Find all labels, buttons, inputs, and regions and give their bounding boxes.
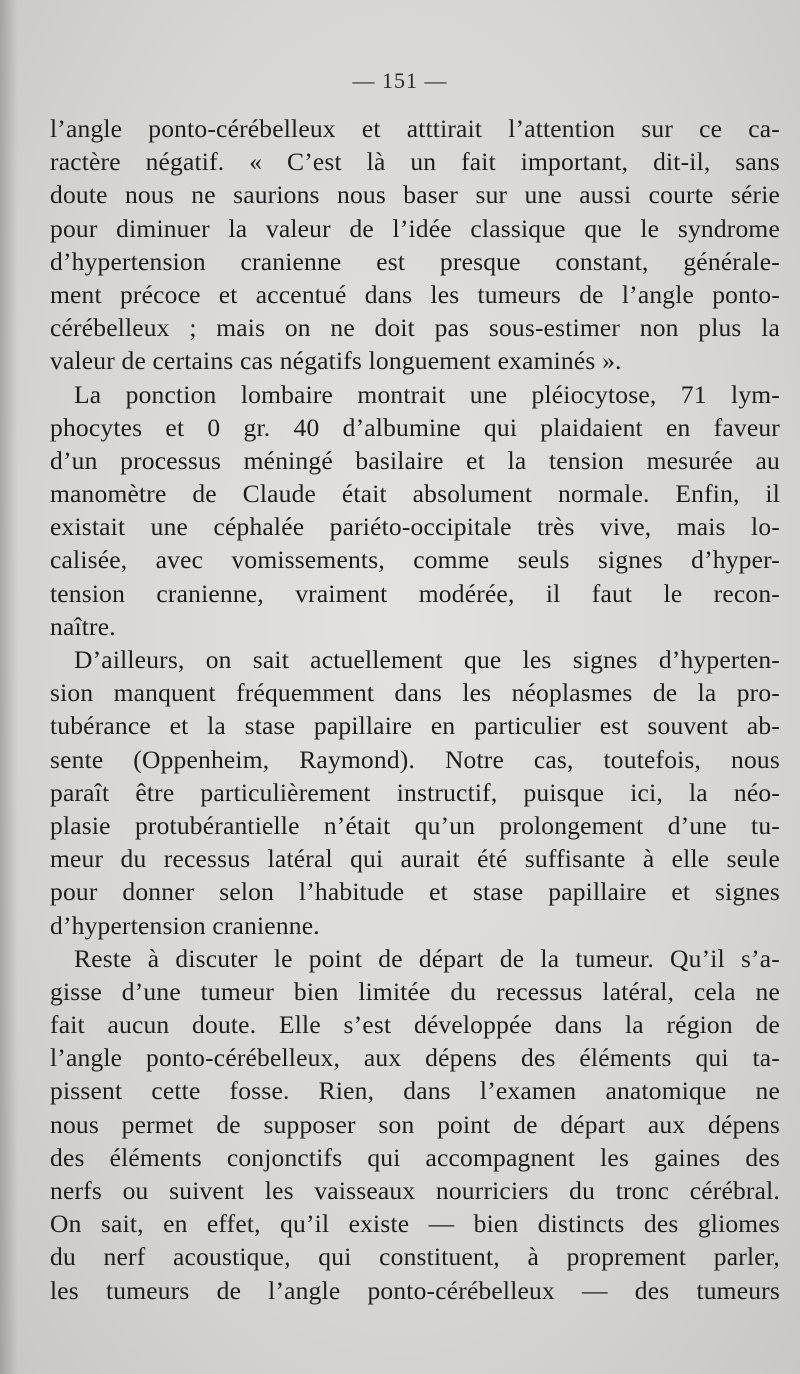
text-line: paraît être particulièrement instructif, puisque ici, la néo- xyxy=(50,777,780,807)
text-line: les tumeurs de l’angle ponto-cérébelleux — des tumeurs xyxy=(50,1275,780,1305)
text-line: d’un processus méningé basilaire et la tension mesurée au xyxy=(50,445,780,475)
text-line: pour diminuer la valeur de l’idée classique que le syndrome xyxy=(50,213,780,243)
text-line: sente (Oppenheim, Raymond). Notre cas, toutefois, nous xyxy=(50,744,780,774)
text-line: On sait, en effet, qu’il existe — bien distincts des gliomes xyxy=(50,1209,780,1239)
text-line: d’hypertension cranienne est presque constant, générale- xyxy=(50,246,780,276)
text-line: tubérance et la stase papillaire en particulier est souvent ab- xyxy=(50,711,780,741)
text-line: doute nous ne saurions nous baser sur une aussi courte série xyxy=(50,180,780,210)
text-line: ment précoce et accentué dans les tumeurs de l’angle ponto- xyxy=(50,279,780,309)
text-line: du nerf acoustique, qui constituent, à proprement parler, xyxy=(50,1242,780,1272)
text-line: La ponction lombaire montrait une pléiocytose, 71 lym- xyxy=(74,379,780,409)
text-line: meur du recessus latéral qui aurait été suffisante à elle seule xyxy=(50,844,780,874)
text-line: tension cranienne, vraiment modérée, il faut le recon- xyxy=(50,578,780,608)
text-line: gisse d’une tumeur bien limitée du recessus latéral, cela ne xyxy=(50,976,780,1006)
text-line: l’angle ponto-cérébelleux, aux dépens des éléments qui ta- xyxy=(50,1043,780,1073)
text-line: phocytes et 0 gr. 40 d’albumine qui plaidaient en faveur xyxy=(50,412,780,442)
text-line: cérébelleux ; mais on ne doit pas sous-estimer non plus la xyxy=(50,313,780,343)
text-line: plasie protubérantielle n’était qu’un prolongement d’une tu- xyxy=(50,810,780,840)
text-line: sion manquent fréquemment dans les néoplasmes de la pro- xyxy=(50,678,780,708)
text-line: l’angle ponto-cérébelleux et atttirait l’attention sur ce ca- xyxy=(50,114,780,143)
text-line: pissent cette fosse. Rien, dans l’examen anatomique ne xyxy=(50,1076,780,1106)
text-line: naître. xyxy=(50,611,116,641)
text-line: ractère négatif. « C’est là un fait important, dit-il, sans xyxy=(50,147,780,177)
page-edge-shadow xyxy=(0,0,18,1374)
text-line: des éléments conjonctifs qui accompagnent les gaines des xyxy=(50,1142,780,1172)
text-line: manomètre de Claude était absolument normale. Enfin, il xyxy=(50,479,780,509)
text-line: fait aucun doute. Elle s’est développée dans la région de xyxy=(50,1010,780,1040)
text-line: Reste à discuter le point de départ de la tumeur. Qu’il s’a- xyxy=(74,943,780,973)
text-line: d’hypertension cranienne. xyxy=(50,910,320,940)
text-line: pour donner selon l’habitude et stase papillaire et signes xyxy=(50,877,780,907)
page-number: — 151 — xyxy=(352,68,448,93)
text-line: calisée, avec vomissements, comme seuls signes d’hyper- xyxy=(50,545,780,575)
text-line: nerfs ou suivent les vaisseaux nourriciers du tronc cérébral. xyxy=(50,1176,780,1205)
body-text xyxy=(50,112,780,1307)
text-line: existait une céphalée pariéto-occipitale très vive, mais lo- xyxy=(50,512,780,542)
text-line: valeur de certains cas négatifs longuement examinés ». xyxy=(50,346,622,376)
text-line: nous permet de supposer son point de départ aux dépens xyxy=(50,1109,780,1139)
text-line: D’ailleurs, on sait actuellement que les signes d’hyperten- xyxy=(74,645,780,674)
